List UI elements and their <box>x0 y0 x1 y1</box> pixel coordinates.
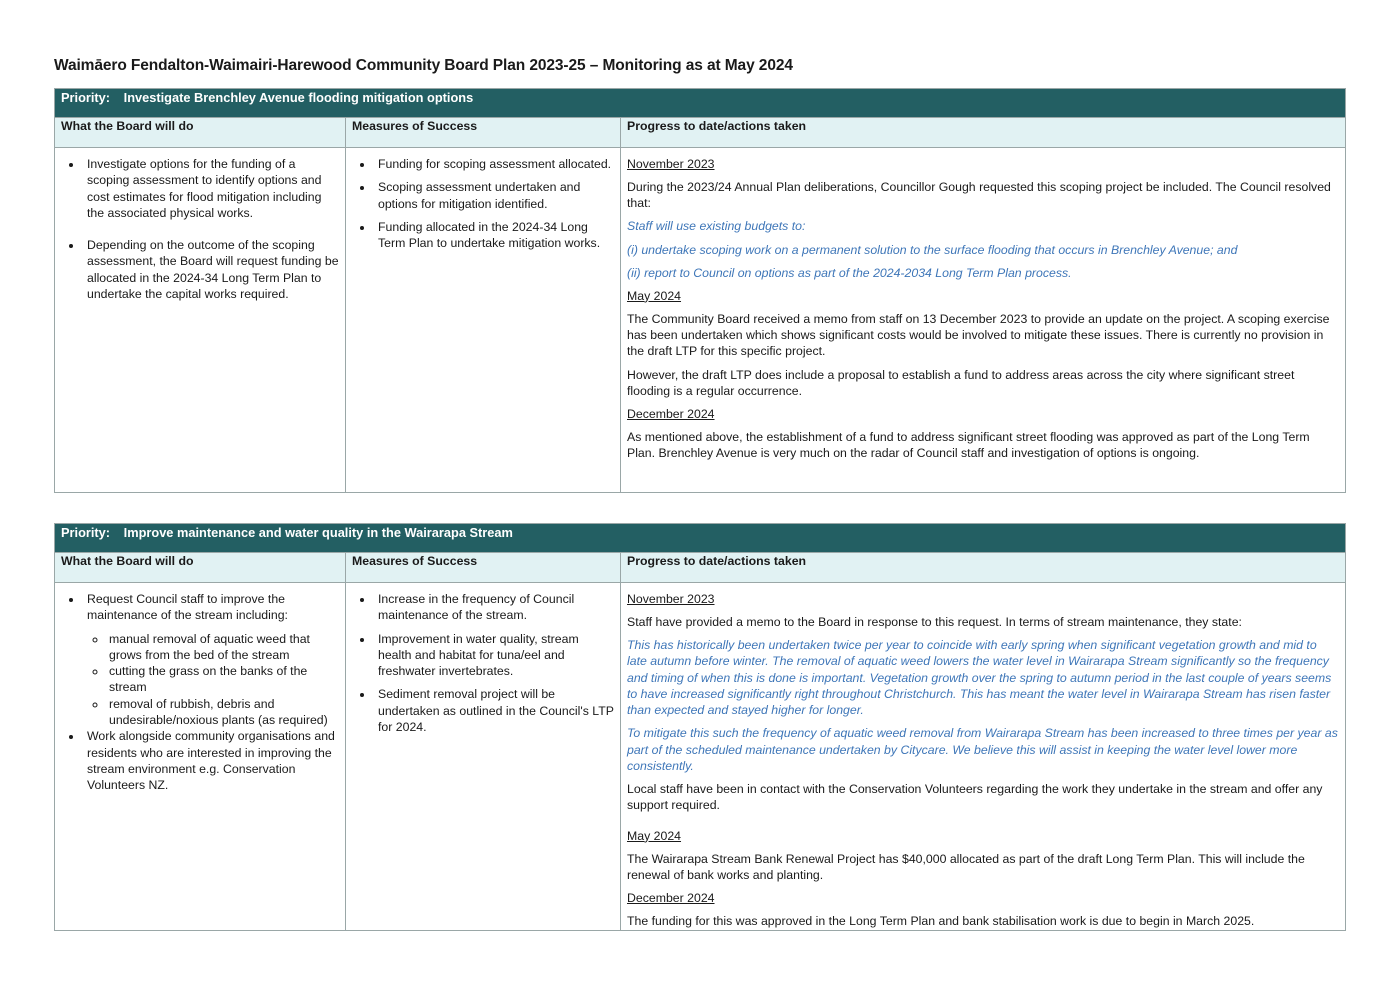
column-header-measures: Measures of Success <box>346 553 621 583</box>
list-item: • Improvement in water quality, stream health and habitat for tuna/eel and freshwater invertebrates. <box>374 631 614 680</box>
measures-cell <box>346 583 621 931</box>
progress-date-heading: May 2024 <box>627 828 682 843</box>
column-header-row <box>55 553 1346 583</box>
progress-quote: This has historically been undertaken twice per year to coincide with early spring when significant vegetation growth and mid to late autumn before winter. The removal of aquatic weed lowers the water level in Wairarapa Stream significantly so the frequency and timing of when this is done is important. Vegetation growth over the spring to autumn period in the last couple of years seems to have increased significantly right throughout Christchurch. This has meant the water level in Wairarapa Stream has risen faster than expected and stayed higher for longer. <box>627 638 1332 718</box>
column-header-row <box>55 118 1346 148</box>
board-will-do-cell <box>55 583 346 931</box>
list-item: • Work alongside community organisations and residents who are interested in improving the stream environment e.g. Conservation Volunteers NZ. <box>83 728 339 793</box>
list-item: • Depending on the outcome of the scoping assessment, the Board will request funding be allocated in the 2024-34 Long Term Plan to undertake the capital works required. <box>83 237 339 302</box>
sub-list-item: ◦ removal of rubbish, debris and undesirable/noxious plants (as required) <box>107 696 339 729</box>
progress-paragraph: As mentioned above, the establishment of a fund to address significant street flooding was approved as part of the Long Term Plan. Brenchley Avenue is very much on the radar of Council staff and investigation of options is ongoing. <box>627 430 1310 461</box>
list-item: • Investigate options for the funding of a scoping assessment to identify options and cost estimates for flood mitigation including the associated physical works. <box>83 156 339 221</box>
progress-paragraph: The Wairarapa Stream Bank Renewal Project has $40,000 allocated as part of the draft Long Term Plan. This will include the renewal of bank works and planting. <box>627 851 1305 883</box>
priority-title: Improve maintenance and water quality in the Wairarapa Stream <box>123 525 513 540</box>
list-item: • Increase in the frequency of Council maintenance of the stream. <box>374 591 614 624</box>
progress-paragraph: During the 2023/24 Annual Plan deliberations, Councillor Gough requested this scoping project be included. The Council resolved that: <box>627 180 1331 211</box>
progress-date-heading: December 2024 <box>627 406 715 421</box>
progress-date-heading: May 2024 <box>627 288 682 303</box>
progress-cell <box>621 583 1346 931</box>
column-header-board-will-do: What the Board will do <box>55 553 346 583</box>
list-item: • Funding for scoping assessment allocated. <box>374 156 614 172</box>
progress-paragraph: The Community Board received a memo from staff on 13 December 2023 to provide an update on the project. A scoping exercise has been undertaken which shows significant costs would be involved to mitigate these issues. There is currently no provision in the draft LTP for this specific project. <box>627 311 1330 359</box>
measures-list <box>352 591 614 735</box>
priority-table-brenchley <box>54 88 1346 493</box>
sub-list <box>65 631 339 729</box>
content-row <box>55 583 1346 931</box>
progress-quote: (ii) report to Council on options as part of the 2024-2034 Long Term Plan process. <box>627 265 1072 280</box>
measures-cell <box>346 148 621 493</box>
progress-date-heading: November 2023 <box>627 592 715 606</box>
measures-list <box>352 156 614 251</box>
progress-paragraph: Local staff have been in contact with the Conservation Volunteers regarding the work they undertake in the stream and offer any support required. <box>627 782 1323 813</box>
priority-title: Investigate Brenchley Avenue flooding mitigation options <box>123 90 474 105</box>
progress-date-heading: November 2023 <box>627 157 715 171</box>
board-will-do-list <box>61 156 339 302</box>
sub-list-item: ◦ cutting the grass on the banks of the stream <box>107 663 339 696</box>
priority-table-wairarapa <box>54 523 1346 931</box>
progress-paragraph: Staff have provided a memo to the Board in response to this request. In terms of stream maintenance, they state: <box>627 615 1242 630</box>
progress-paragraph: The funding for this was approved in the Long Term Plan and bank stabilisation work is due to begin in March 2025. <box>627 914 1255 929</box>
list-item: • Funding allocated in the 2024-34 Long Term Plan to undertake mitigation works. <box>374 219 614 252</box>
progress-quote: (i) undertake scoping work on a permanent solution to the surface flooding that occurs in Brenchley Avenue; and <box>627 242 1238 257</box>
board-will-do-cell <box>55 148 346 493</box>
progress-date-heading: December 2024 <box>627 891 715 906</box>
content-row <box>55 148 1346 493</box>
progress-quote: Staff will use existing budgets to: <box>627 219 806 234</box>
priority-label: Priority: <box>61 90 111 105</box>
column-header-board-will-do: What the Board will do <box>55 118 346 148</box>
priority-header <box>55 89 1346 118</box>
priority-label: Priority: <box>61 525 111 540</box>
progress-cell <box>621 148 1346 493</box>
column-header-progress: Progress to date/actions taken <box>621 553 1346 583</box>
sub-list-item: ◦ manual removal of aquatic weed that grows from the bed of the stream <box>107 631 339 664</box>
priority-header <box>55 524 1346 553</box>
list-item <box>83 591 339 728</box>
list-item: • Scoping assessment undertaken and options for mitigation identified. <box>374 179 614 212</box>
list-item: • Sediment removal project will be undertaken as outlined in the Council's LTP for 2024. <box>374 686 614 735</box>
column-header-measures: Measures of Success <box>346 118 621 148</box>
list-item-text: • Request Council staff to improve the maintenance of the stream including: <box>87 592 288 623</box>
board-will-do-list <box>61 591 339 794</box>
page-title: Waimāero Fendalton-Waimairi-Harewood Community Board Plan 2023-25 – Monitoring as at May 2024 <box>54 57 793 74</box>
column-header-progress: Progress to date/actions taken <box>621 118 1346 148</box>
progress-paragraph: However, the draft LTP does include a proposal to establish a fund to address areas across the city where significant street flooding is a regular occurrence. <box>627 367 1295 398</box>
progress-quote: To mitigate this such the frequency of aquatic weed removal from Wairarapa Stream has been increased to three times per year as part of the scheduled maintenance undertaken by Citycare. We believe this will assist in keeping the water level lower more consistently. <box>627 726 1338 774</box>
